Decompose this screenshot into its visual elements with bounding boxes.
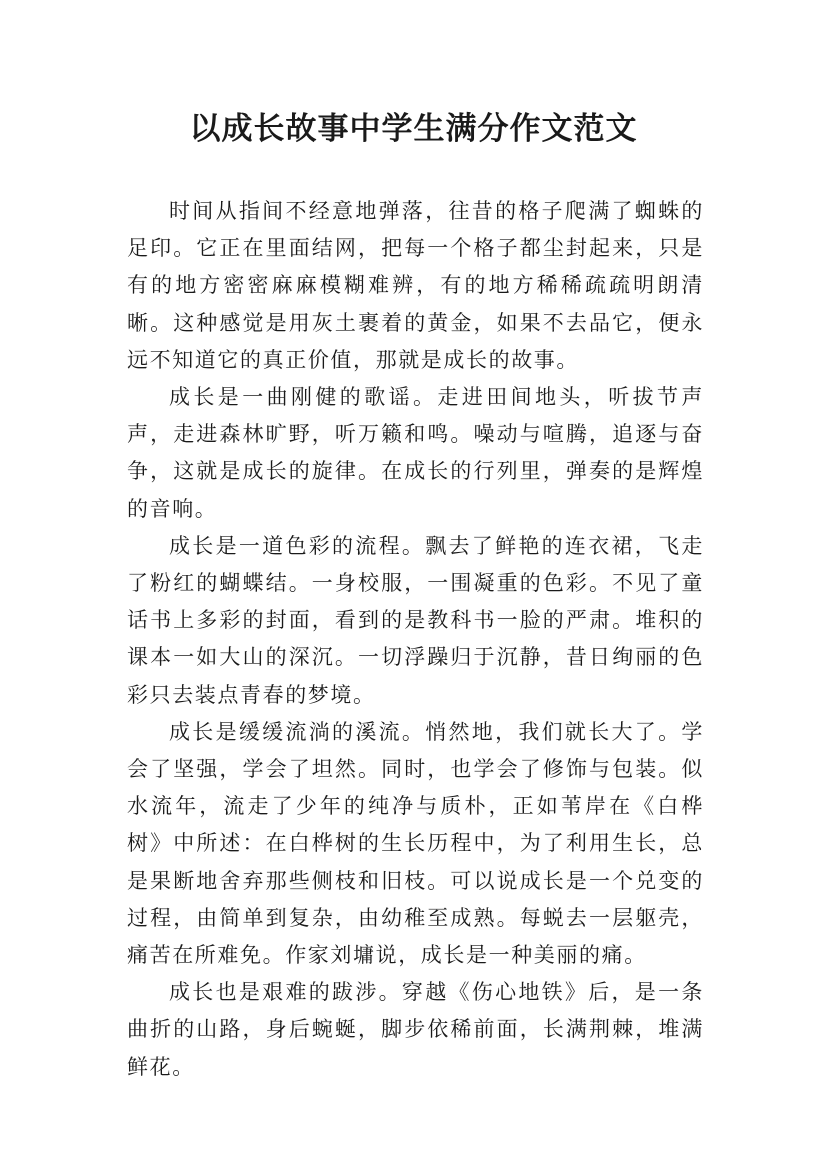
paragraph: 成长是缓缓流淌的溪流。悄然地，我们就长大了。学会了坚强，学会了坦然。同时，也学会了修饰与包装。似水流年，流走了少年的纯净与质朴，正如苇岸在《白桦树》中所述：在白桦树的生长历程中，为了利用生长，总是果断地舍弃那些侧枝和旧枝。可以说成长是一个兑变的过程，由简单到复杂，由幼稚至成熟。每蜕去一层躯壳，痛苦在所难免。作家刘墉说，成长是一种美丽的痛。	[127, 719, 704, 968]
paragraph: 成长是一曲刚健的歌谣。走进田间地头，听拔节声声，走进森林旷野，听万籁和鸣。噪动与喧腾，追逐与奋争，这就是成长的旋律。在成长的行列里，弹奏的是辉煌的音响。	[127, 385, 704, 521]
document-body	[127, 193, 704, 1086]
document-title: 以成长故事中学生满分作文范文	[189, 111, 638, 147]
paragraph: 时间从指间不经意地弹落，往昔的格子爬满了蜘蛛的足印。它正在里面结网，把每一个格子都尘封起来，只是有的地方密密麻麻模糊难辨，有的地方稀稀疏疏明朗清晰。这种感觉是用灰土裹着的黄金，如果不去品它，便永远不知道它的真正价值，那就是成长的故事。	[127, 199, 704, 372]
paragraph: 成长是一道色彩的流程。飘去了鲜艳的连衣裙，飞走了粉红的蝴蝶结。一身校服，一围凝重的色彩。不见了童话书上多彩的封面，看到的是教科书一脸的严肃。堆积的课本一如大山的深沉。一切浮躁归于沉静，昔日绚丽的色彩只去装点青春的梦境。	[127, 533, 704, 707]
paragraph: 成长也是艰难的跋涉。穿越《伤心地铁》后，是一条曲折的山路，身后蜿蜒，脚步依稀前面，长满荆棘，堆满鲜花。	[127, 980, 704, 1079]
